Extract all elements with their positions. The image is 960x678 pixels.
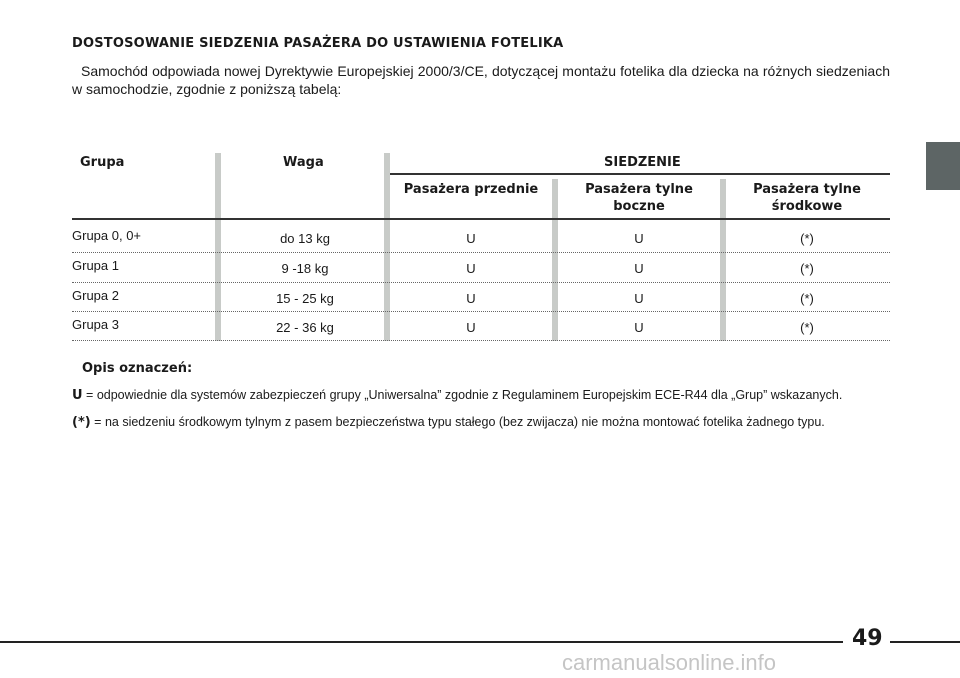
col-divider bbox=[720, 179, 726, 341]
header-seat: SIEDZENIE bbox=[604, 155, 681, 170]
row-group-label: Grupa 2 bbox=[72, 288, 119, 303]
header-rule bbox=[390, 173, 890, 175]
legend-title: Opis oznaczeń: bbox=[82, 361, 193, 376]
row-separator bbox=[72, 311, 890, 312]
row-rear-center: (*) bbox=[800, 261, 814, 276]
row-group-label: Grupa 3 bbox=[72, 317, 119, 332]
header-bottom-rule bbox=[72, 218, 890, 220]
row-separator bbox=[72, 340, 890, 341]
legend-u bbox=[72, 388, 842, 403]
footer-rule-left bbox=[0, 641, 843, 643]
header-group: Grupa bbox=[80, 155, 125, 170]
legend-star bbox=[72, 415, 825, 430]
header-weight: Waga bbox=[283, 155, 324, 170]
intro-paragraph: Samochód odpowiada nowej Dyrektywie Europejskiej 2000/3/CE, dotyczącej montażu fotelika dla dziecka na różnych siedzeniach w samochodzie, zgodnie z poniższą tabelą: bbox=[72, 63, 890, 97]
row-rear-side: U bbox=[634, 261, 644, 276]
row-separator bbox=[72, 282, 890, 283]
section-heading: DOSTOSOWANIE SIEDZENIA PASAŻERA DO USTAWIENIA FOTELIKA bbox=[72, 36, 564, 51]
row-rear-side: U bbox=[634, 320, 644, 335]
row-weight: 15 - 25 kg bbox=[276, 291, 334, 306]
row-front: U bbox=[466, 231, 476, 246]
footer-rule-right bbox=[890, 641, 960, 643]
header-front-seat: Pasażera przednie bbox=[403, 182, 539, 197]
legend-u-key: U bbox=[72, 388, 83, 403]
row-separator bbox=[72, 252, 890, 253]
header-rear-center: Pasażera tylne środkowe bbox=[753, 182, 861, 214]
col-divider bbox=[384, 153, 390, 341]
row-weight: 22 - 36 kg bbox=[276, 320, 334, 335]
col-divider bbox=[215, 153, 221, 341]
row-group-label: Grupa 0, 0+ bbox=[72, 228, 142, 243]
page-tab-marker bbox=[926, 142, 960, 190]
row-rear-center: (*) bbox=[800, 291, 814, 306]
header-rear-side: Pasażera tylne boczne bbox=[585, 182, 693, 214]
row-front: U bbox=[466, 291, 476, 306]
legend-u-text: = odpowiednie dla systemów zabezpieczeń grupy „Uniwersalna” zgodnie z Regulaminem Europejskim ECE-R44 dla „Grup” wskazanych. bbox=[86, 388, 843, 402]
row-rear-center: (*) bbox=[800, 231, 814, 246]
row-weight: 9 -18 kg bbox=[281, 261, 329, 276]
page-number: 49 bbox=[852, 626, 883, 651]
legend-star-text: = na siedzeniu środkowym tylnym z pasem bezpieczeństwa typu stałego (bez zwijacza) nie można montować fotelika żadnego typu. bbox=[94, 415, 825, 429]
row-front: U bbox=[466, 261, 476, 276]
row-rear-side: U bbox=[634, 231, 644, 246]
row-group-label: Grupa 1 bbox=[72, 258, 119, 273]
legend-star-key: (*) bbox=[72, 415, 91, 430]
row-rear-side: U bbox=[634, 291, 644, 306]
row-weight: do 13 kg bbox=[280, 231, 330, 246]
row-front: U bbox=[466, 320, 476, 335]
col-divider bbox=[552, 179, 558, 341]
watermark: carmanualsonline.info bbox=[562, 650, 777, 675]
row-rear-center: (*) bbox=[800, 320, 814, 335]
